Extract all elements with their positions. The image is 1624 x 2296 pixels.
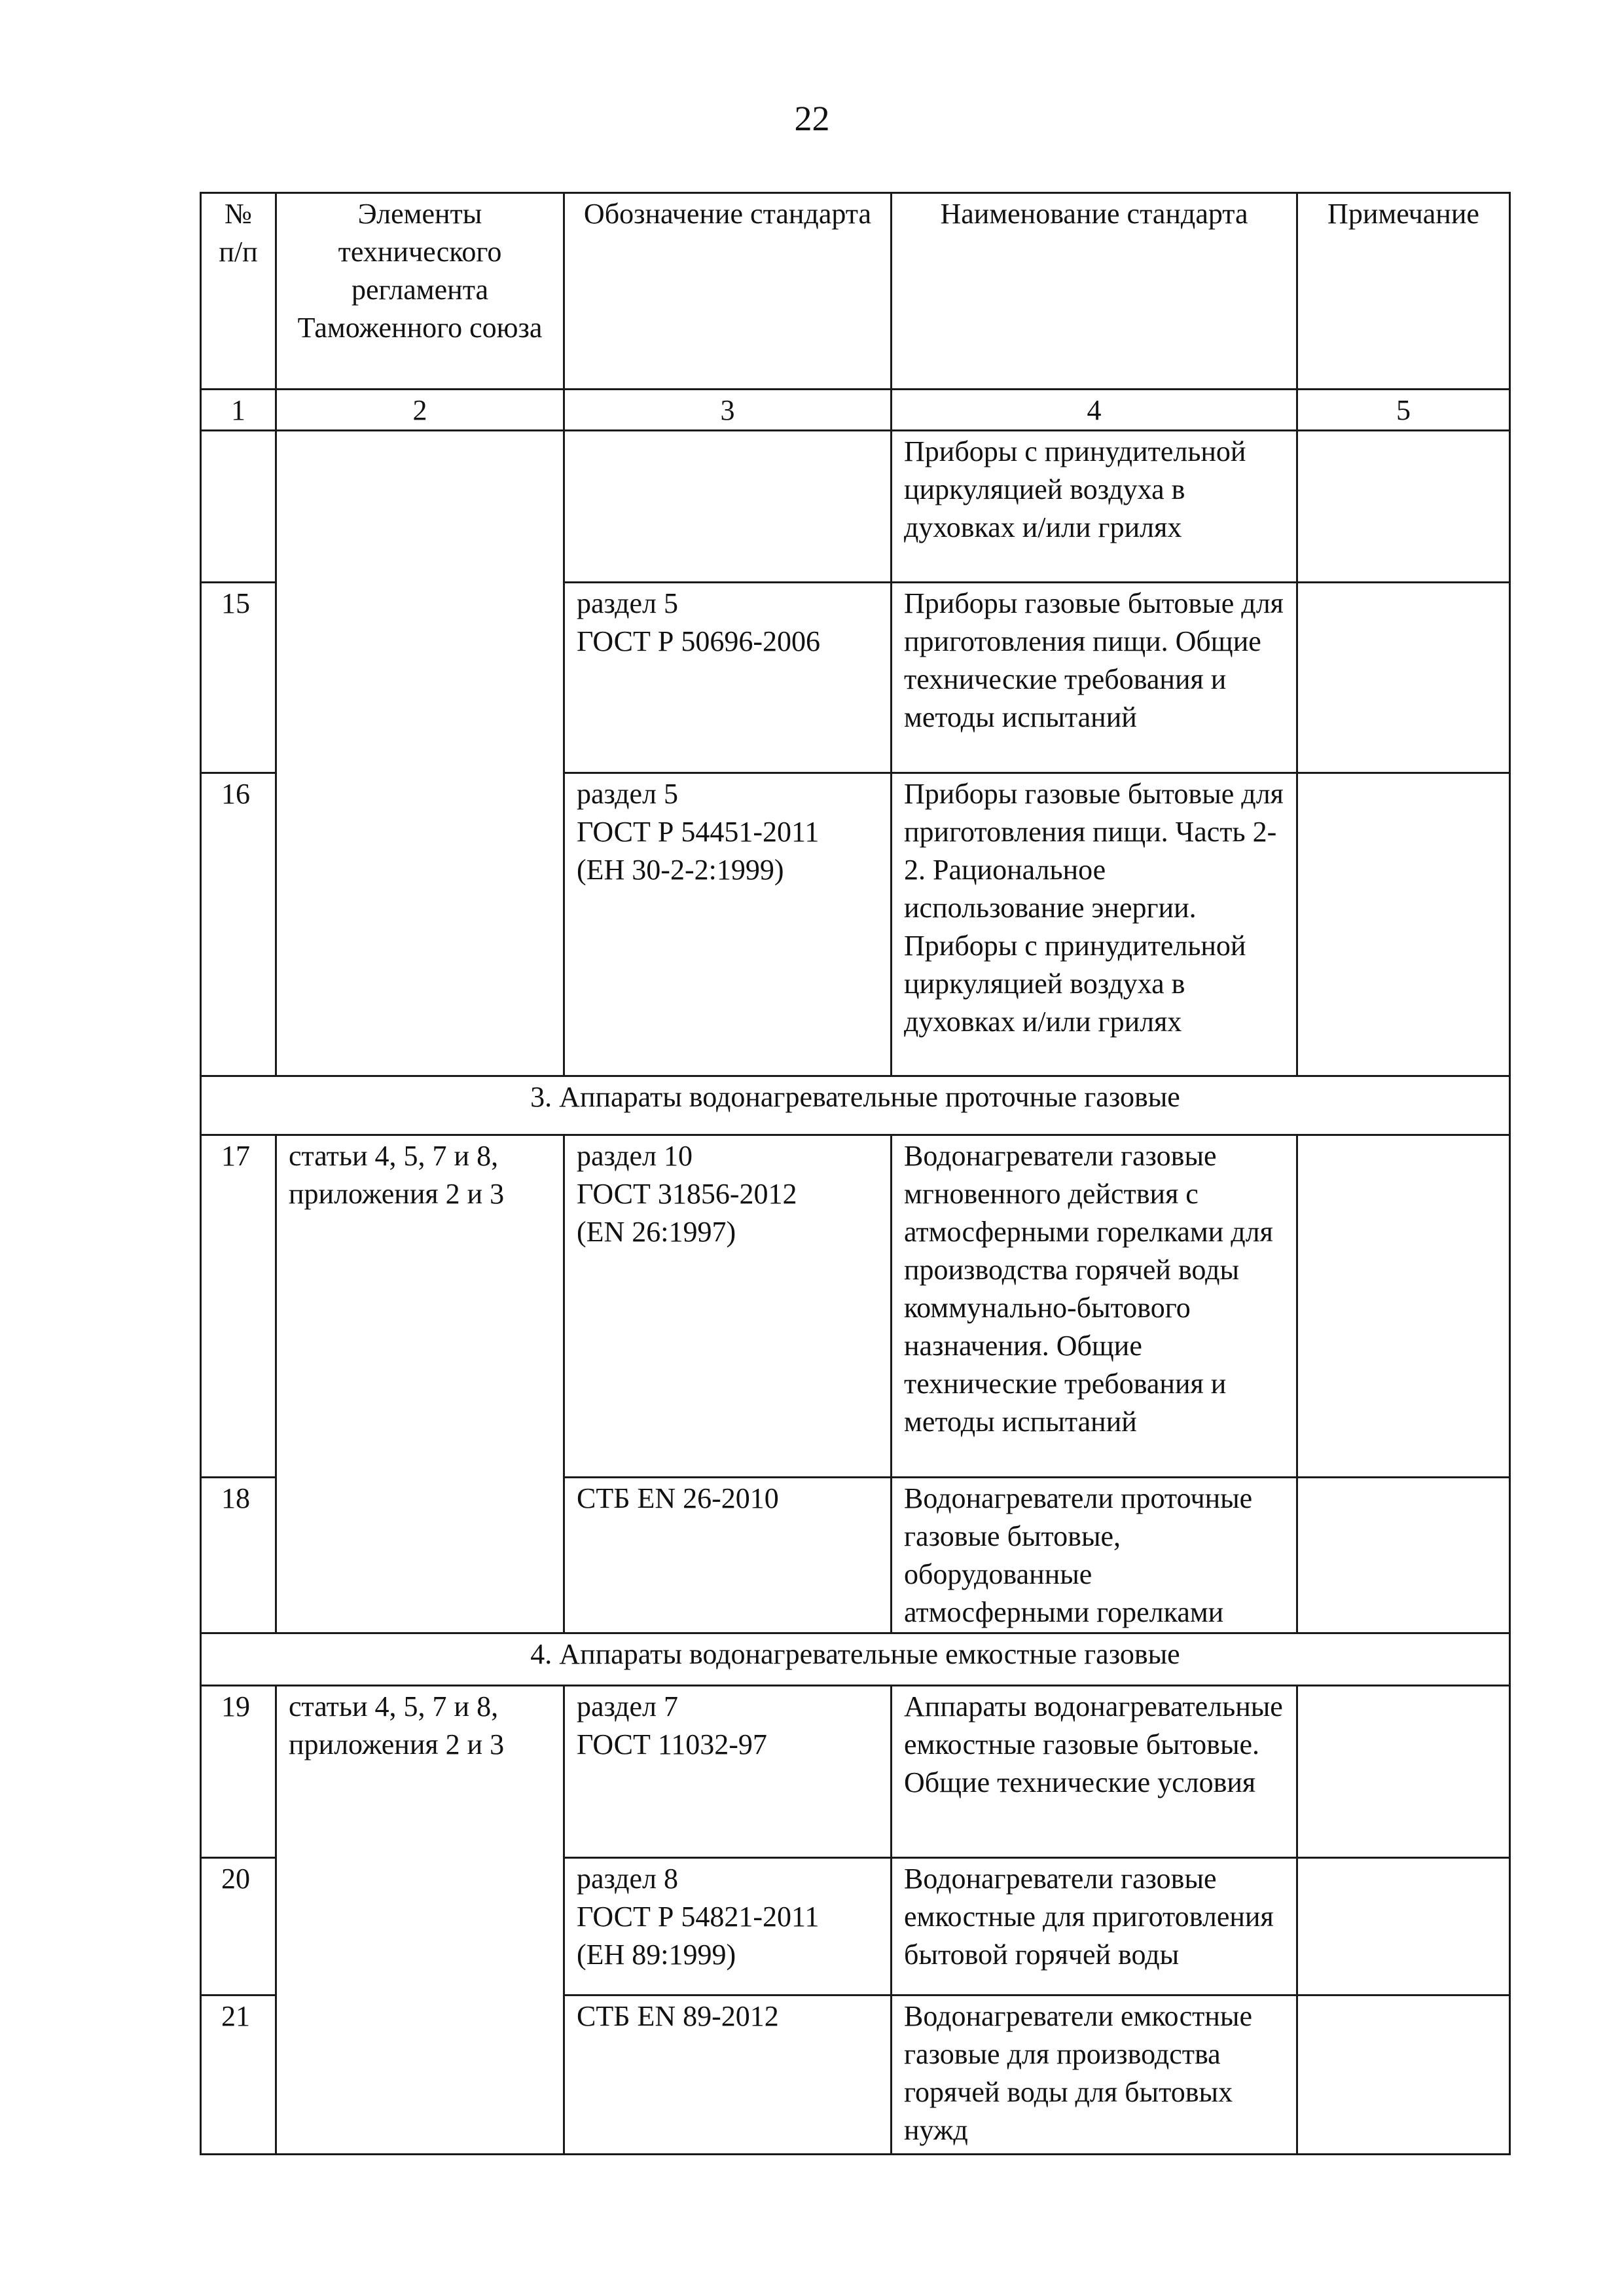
section-title: 3. Аппараты водонагревательные проточные газовые [201,1076,1510,1135]
elements-line: статьи 4, 5, 7 и 8, [289,1690,499,1722]
table-row [201,1135,1510,1478]
header-row [201,193,1510,390]
row-number: 18 [201,1478,276,1633]
designation-line: (EN 26:1997) [577,1216,736,1248]
section-title: 4. Аппараты водонагревательные емкостные газовые [201,1633,1510,1686]
elements-line: приложения 2 и 3 [289,1728,505,1760]
column-number: 2 [276,390,564,431]
row-note [1297,431,1510,583]
designation-line: раздел 8 [577,1863,678,1895]
designation-line: ГОСТ Р 50696-2006 [577,625,821,657]
row-note [1297,773,1510,1076]
row-note [1297,1686,1510,1858]
row-designation [564,773,892,1076]
row-designation [564,1686,892,1858]
column-number: 1 [201,390,276,431]
header-num: № п/п [201,193,276,390]
row-standard-name: Приборы газовые бытовые для приготовления пищи. Часть 2-2. Рациональное использование энергии. Приборы с принудительной циркуляцией воздуха в духовках и/или грилях [892,773,1297,1076]
row-standard-name: Водонагреватели газовые мгновенного действия с атмосферными горелками для производства горячей воды коммунально-бытового назначения. Общие технические требования и методы испытаний [892,1135,1297,1478]
row-designation [564,583,892,773]
row-designation [564,1858,892,1995]
standards-table [200,192,1511,2155]
row-number: 17 [201,1135,276,1478]
row-note [1297,1858,1510,1995]
row-designation [564,1135,892,1478]
section-header-row [201,1076,1510,1135]
elements-line: приложения 2 и 3 [289,1178,505,1210]
designation-line: раздел 10 [577,1140,693,1172]
row-designation: СТБ EN 26-2010 [564,1478,892,1633]
row-note [1297,1478,1510,1633]
row-standard-name: Водонагреватели проточные газовые бытовые, оборудованные атмосферными горелками [892,1478,1297,1633]
row-number: 19 [201,1686,276,1858]
designation-line: раздел 5 [577,778,678,810]
designation-line: ГОСТ 31856-2012 [577,1178,797,1210]
row-designation [564,431,892,583]
row-standard-name: Водонагреватели емкостные газовые для производства горячей воды для бытовых нужд [892,1995,1297,2155]
designation-line: ГОСТ Р 54821-2011 [577,1901,820,1933]
row-elements [276,1686,564,2155]
column-number: 3 [564,390,892,431]
row-number [201,431,276,583]
elements-line: статьи 4, 5, 7 и 8, [289,1140,499,1172]
row-note [1297,583,1510,773]
row-number: 16 [201,773,276,1076]
header-designation: Обозначение стандарта [564,193,892,390]
header-name: Наименование стандарта [892,193,1297,390]
page-number: 22 [794,99,830,138]
row-elements [276,1135,564,1633]
section-header-row [201,1633,1510,1686]
row-number: 21 [201,1995,276,2155]
column-number-row [201,390,1510,431]
table-row [201,1686,1510,1858]
row-standard-name: Приборы газовые бытовые для приготовления пищи. Общие технические требования и методы испытаний [892,583,1297,773]
row-elements [276,431,564,1076]
header-elements: Элементы технического регламента Таможенного союза [276,193,564,390]
designation-line: ГОСТ Р 54451-2011 [577,816,820,848]
row-note [1297,1995,1510,2155]
row-standard-name: Аппараты водонагревательные емкостные газовые бытовые. Общие технические условия [892,1686,1297,1858]
row-number: 15 [201,583,276,773]
row-standard-name: Водонагреватели газовые емкостные для приготовления бытовой горячей воды [892,1858,1297,1995]
row-note [1297,1135,1510,1478]
designation-line: ГОСТ 11032-97 [577,1728,767,1760]
designation-line: раздел 7 [577,1690,678,1722]
row-designation: СТБ EN 89-2012 [564,1995,892,2155]
designation-line: (ЕН 30-2-2:1999) [577,854,784,886]
header-note: Примечание [1297,193,1510,390]
column-number: 5 [1297,390,1510,431]
table-row [201,431,1510,583]
column-number: 4 [892,390,1297,431]
designation-line: раздел 5 [577,587,678,619]
row-standard-name: Приборы с принудительной циркуляцией воздуха в духовках и/или грилях [892,431,1297,583]
row-number: 20 [201,1858,276,1995]
designation-line: (ЕН 89:1999) [577,1939,736,1971]
